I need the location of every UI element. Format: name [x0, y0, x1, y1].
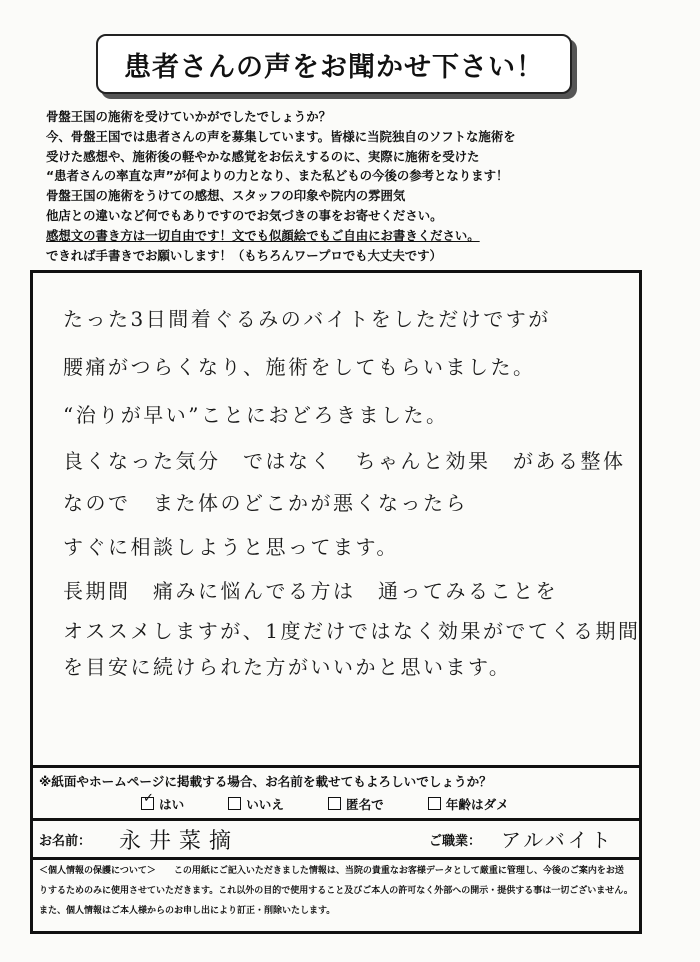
comment-line: “治りが早い”ことにおどろきました。 [63, 403, 449, 427]
name-value: 永井菜摘 [119, 829, 240, 854]
job-label: ご職業： [429, 834, 482, 849]
intro-line: できれば手書きでお願いします！（もちろんワープロでも大丈夫です） [46, 247, 442, 263]
privacy-notice [39, 861, 635, 921]
checkbox[interactable] [228, 797, 241, 810]
intro-line: 感想文の書き方は一切自由です！文でも似顔絵でもご自由にお書きください。 [46, 227, 480, 243]
privacy-line: りするためのみに使用させていただきます。これ以外の目的で使用すること及びご本人の許可なく外部への開示・提供する事は一切ございません。 [39, 886, 633, 896]
job-value: アルバイト [501, 828, 614, 852]
form-frame [30, 270, 642, 934]
comment-line: オススメしますが、1度だけではなく効果がでてくる期間 [63, 619, 641, 643]
option-label: いいえ [246, 797, 284, 812]
option-no[interactable] [228, 794, 284, 813]
comment-area [33, 273, 639, 768]
check-mark-icon: ✓ [143, 791, 154, 806]
intro-line: 今、骨盤王国では患者さんの声を募集しています。皆様に当院独自のソフトな施術を [46, 128, 516, 144]
checkbox[interactable] [328, 797, 341, 810]
title-box [96, 34, 572, 94]
intro-line: 骨盤王国の施術をうけての感想、スタッフの印象や院内の雰囲気 [46, 188, 406, 204]
option-label: 匿名で [345, 797, 384, 812]
privacy-line: また、個人情報はご本人様からのお申し出により訂正・削除いたします。 [39, 906, 336, 916]
comment-line: を目安に続けられた方がいいかと思います。 [63, 655, 512, 679]
comment-line: たった3日間着ぐるみのバイトをしただけですが [63, 307, 551, 331]
comment-line: 腰痛がつらくなり、施術をしてもらいました。 [63, 355, 536, 379]
privacy-line: ＜個人情報の保護について＞ この用紙にご記入いただきました情報は、当院の貴重なお客様データとして厳重に管理し、今後のご案内をお送 [39, 866, 624, 876]
comment-line: 良くなった気分 ではなく ちゃんと効果 がある整体 [63, 449, 626, 473]
option-yes[interactable] [141, 791, 185, 813]
option-anonymous[interactable] [328, 794, 384, 813]
option-label: 年齢はダメ [445, 797, 509, 812]
checkbox-checked[interactable] [141, 791, 154, 810]
option-no-age[interactable] [428, 794, 509, 813]
comment-line: 長期間 痛みに悩んでる方は 通ってみることを [63, 579, 558, 603]
intro-line: 骨盤王国の施術を受けていかがでしたでしょうか？ [46, 109, 331, 124]
intro-line: “患者さんの率直な声”が何よりの力となり、また私どもの今後の参考となります！ [46, 168, 509, 184]
permission-options [141, 791, 509, 813]
checkbox[interactable] [428, 797, 441, 810]
comment-line: すぐに相談しようと思ってます。 [63, 535, 399, 559]
name-row [33, 821, 639, 860]
option-label: はい [159, 797, 185, 812]
intro-line: 受けた感想や、施術後の軽やかな感覚をお伝えするのに、実際に施術を受けた [46, 148, 480, 164]
permission-section [33, 768, 639, 821]
intro-text [46, 107, 656, 265]
page-title: 患者さんの声をお聞かせ下さい！ [124, 51, 544, 83]
name-label: お名前： [39, 834, 92, 849]
intro-line: 他店との違いなど何でもありですのでお気づきの事をお寄せください。 [46, 207, 443, 223]
permission-question: ※紙面やホームページに掲載する場合、お名前を載せてもよろしいでしょうか？ [39, 774, 492, 789]
comment-line: なので また体のどこかが悪くなったら [63, 491, 468, 515]
